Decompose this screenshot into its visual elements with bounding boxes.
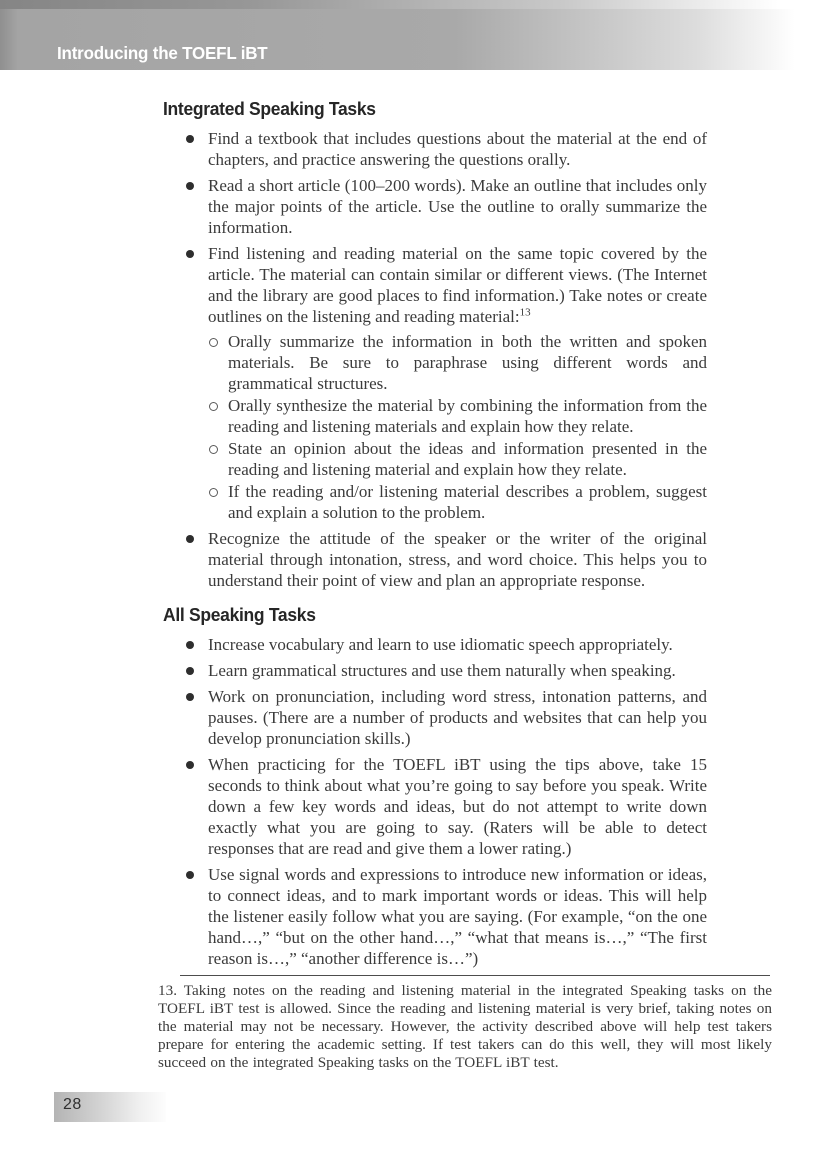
open-bullet-icon [209, 445, 218, 454]
list-item-text: Increase vocabulary and learn to use idiomatic speech appropriately. [208, 635, 673, 654]
filled-bullet-icon [186, 667, 194, 675]
bullet-list [163, 634, 707, 969]
sub-list-item [208, 331, 707, 394]
sub-list-item-text: If the reading and/or listening material describes a problem, suggest and explain a solution to the problem. [228, 482, 707, 522]
sub-list-item [208, 481, 707, 523]
filled-bullet-icon [186, 135, 194, 143]
list-item-text: Recognize the attitude of the speaker or the writer of the original material through intonation, stress, and word choice. This helps you to understand their point of view and plan an appropriate response. [208, 529, 707, 590]
sub-list-item-text: Orally synthesize the material by combining the information from the reading and listening materials and explain how they relate. [228, 396, 707, 436]
list-item [163, 634, 707, 655]
section-integrated-speaking-tasks [163, 99, 752, 591]
bullet-list [163, 128, 707, 591]
filled-bullet-icon [186, 761, 194, 769]
list-item [163, 754, 707, 859]
filled-bullet-icon [186, 693, 194, 701]
list-item [163, 243, 707, 523]
open-bullet-icon [209, 402, 218, 411]
footnote-number: 13. [158, 982, 177, 999]
open-bullet-icon [209, 488, 218, 497]
filled-bullet-icon [186, 535, 194, 543]
list-item [163, 660, 707, 681]
chapter-title: Introducing the TOEFL iBT [57, 43, 268, 63]
open-bullet-icon [209, 338, 218, 347]
list-item [163, 864, 707, 969]
list-item-text: Find a textbook that includes questions about the material at the end of chapters, and practice answering the questions orally. [208, 129, 707, 169]
list-item [163, 528, 707, 591]
list-item-text: Read a short article (100–200 words). Make an outline that includes only the major points of the article. Use the outline to orally summarize the information. [208, 176, 707, 237]
page-content [163, 99, 752, 969]
filled-bullet-icon [186, 871, 194, 879]
section-heading: Integrated Speaking Tasks [163, 99, 376, 119]
footnote-text [158, 982, 772, 1072]
footnote-block [158, 975, 772, 1072]
list-item [163, 686, 707, 749]
list-item-text: Use signal words and expressions to introduce new information or ideas, to connect ideas, and to mark important words or ideas. This will help the listener easily follow what you are saying. (For example, “on the one hand…,” “but on the other hand…,” “what that means is…,” “The first reason is…,” “another difference is…”) [208, 865, 707, 968]
sub-list-item [208, 395, 707, 437]
list-item-text: When practicing for the TOEFL iBT using the tips above, take 15 seconds to think about what you’re going to say before you speak. Write down a few key words and ideas, but do not attempt to write down exactly what you are going to say. (Raters will be able to detect responses that are read and give them a lower rating.) [208, 755, 707, 858]
list-item-text: Learn grammatical structures and use them naturally when speaking. [208, 661, 676, 680]
list-item [163, 128, 707, 170]
sub-list-item [208, 438, 707, 480]
footnote-rule [180, 975, 770, 976]
footnote-marker: 13 [519, 306, 531, 319]
page-number-box [54, 1092, 166, 1122]
list-item [163, 175, 707, 238]
filled-bullet-icon [186, 182, 194, 190]
chapter-header-band [0, 0, 828, 70]
section-all-speaking-tasks [163, 605, 752, 969]
section-heading: All Speaking Tasks [163, 605, 316, 625]
filled-bullet-icon [186, 250, 194, 258]
footnote-body: Taking notes on the reading and listening material in the integrated Speaking tasks on the TOEFL iBT test is allowed. Since the reading and listening material is very brief, taking notes on the material may not be necessary. However, the activity described above will help test takers prepare for entering the academic setting. If test takers can do this well, they will most likely succeed on the integrated Speaking tasks on the TOEFL iBT test. [158, 982, 772, 1071]
sub-list-item-text: Orally summarize the information in both the written and spoken materials. Be sure to paraphrase using different words and grammatical structures. [228, 332, 707, 393]
sub-bullet-list [208, 331, 707, 523]
list-item-text: Work on pronunciation, including word stress, intonation patterns, and pauses. (There are a number of products and websites that can help you develop pronunciation skills.) [208, 687, 707, 748]
page-number: 28 [63, 1096, 82, 1113]
filled-bullet-icon [186, 641, 194, 649]
list-item-text: Find listening and reading material on the same topic covered by the article. The material can contain similar or different views. (The Internet and the library are good places to find information.) Take notes or create outlines on the listening and reading material: [208, 244, 707, 326]
sub-list-item-text: State an opinion about the ideas and information presented in the reading and listening material and explain how they relate. [228, 439, 707, 479]
